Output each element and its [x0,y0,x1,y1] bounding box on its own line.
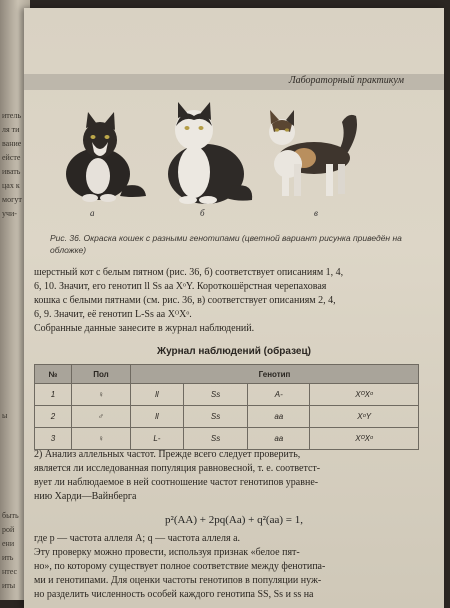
cell-sex: ♀ [72,428,131,450]
cell-gene: XᴼXᵒ [310,384,419,406]
cell-gene: Ss [183,406,247,428]
paragraph-line: нию Харди—Вайнберга [34,491,137,502]
running-header [24,74,444,90]
cell-gene: Ss [183,428,247,450]
col-header-num: № [35,365,72,384]
cell-num: 3 [35,428,72,450]
left-page-text: ени [2,539,15,548]
left-page-text: иты [2,581,16,590]
paragraph-line: 2) Анализ аллельных частот. Прежде всего следует проверить, [34,449,301,460]
left-page-text: могут [2,195,22,204]
cell-gene: XᵒY [310,406,419,428]
left-page-text: быть [2,511,19,520]
cell-sex: ♂ [72,406,131,428]
left-page-text: учи- [2,209,17,218]
cell-gene: A- [248,384,310,406]
cat-photo-a [58,112,148,204]
cell-gene: aa [248,406,310,428]
cell-num: 2 [35,406,72,428]
cell-gene: XᴼXᵒ [310,428,419,450]
left-page-text: ы [2,411,8,420]
paragraph-line: Эту проверку можно провести, используя признак «белое пят- [34,547,300,558]
table-row [35,384,419,406]
cell-gene: Ss [183,384,247,406]
table-row [35,428,419,450]
cell-gene: ll [131,384,184,406]
left-page-text: вание [2,139,22,148]
paragraph-line: кошка с белыми пятнами (см. рис. 36, в) соответствует описаниям 2, 4, [34,295,336,306]
hardy-weinberg-formula: p²(AA) + 2pq(Aa) + q²(aa) = 1, [165,514,303,526]
paragraph-line: 6, 9. Значит, её генотип L-Ss aa XᴼXᵒ. [34,309,192,320]
left-page-text: ейсте [2,153,21,162]
cat-photo-v [252,102,372,202]
left-page-text: нтес [2,567,18,576]
figure-caption: Рис. 36. Окраска кошек с разными генотипами (цветной вариант рисунка приведён на обложке) [50,233,402,255]
paragraph-line: где p — частота аллеля A; q — частота аллеля a. [34,533,241,544]
table-row [35,406,419,428]
paragraph-line: шерстный кот с белым пятном (рис. 36, б) соответствует описаниям 1, 4, [34,267,344,278]
journal-table [34,364,419,450]
table-header-row [35,365,419,384]
left-page-text: итель [2,111,21,120]
left-page-text: ля ти [2,125,20,134]
cell-num: 1 [35,384,72,406]
col-header-sex: Пол [72,365,131,384]
paragraph-line: Собранные данные занесите в журнал наблюдений. [34,323,255,334]
paragraph-line: является ли исследованная популяция равновесной, т. е. соответст- [34,463,321,474]
paragraph-line: 6, 10. Значит, его генотип ll Ss aa XᵒY. Короткошёрстная черепаховая [34,281,327,292]
left-page-text: ивать [2,167,21,176]
cell-gene: L- [131,428,184,450]
header-title: Лабораторный практикум [288,75,404,86]
journal-title: Журнал наблюдений (образец) [157,346,311,357]
left-page-text: рой [2,525,15,534]
figure-label-b: б [200,208,205,218]
cell-sex: ♀ [72,384,131,406]
figure-label-v: в [314,208,318,218]
col-header-genotype: Генотип [131,365,419,384]
paragraph-line: но разделить численность особей каждого генотипа SS, Ss и ss на [34,589,314,600]
book-page [24,8,444,608]
left-page-text: ить [2,553,14,562]
figure-label-a: а [90,208,95,218]
cell-gene: aa [248,428,310,450]
left-page-text: цах к [2,181,20,190]
paragraph-line: вует ли наблюдаемое в ней соотношение частот генотипов уравне- [34,477,319,488]
paragraph-line: но», по которому существует полное соответствие между фенотипа- [34,561,326,572]
cell-gene: ll [131,406,184,428]
cat-photo-b [154,102,254,206]
paragraph-line: ми и генотипами. Для оценки частоты генотипов в популяции нуж- [34,575,322,586]
